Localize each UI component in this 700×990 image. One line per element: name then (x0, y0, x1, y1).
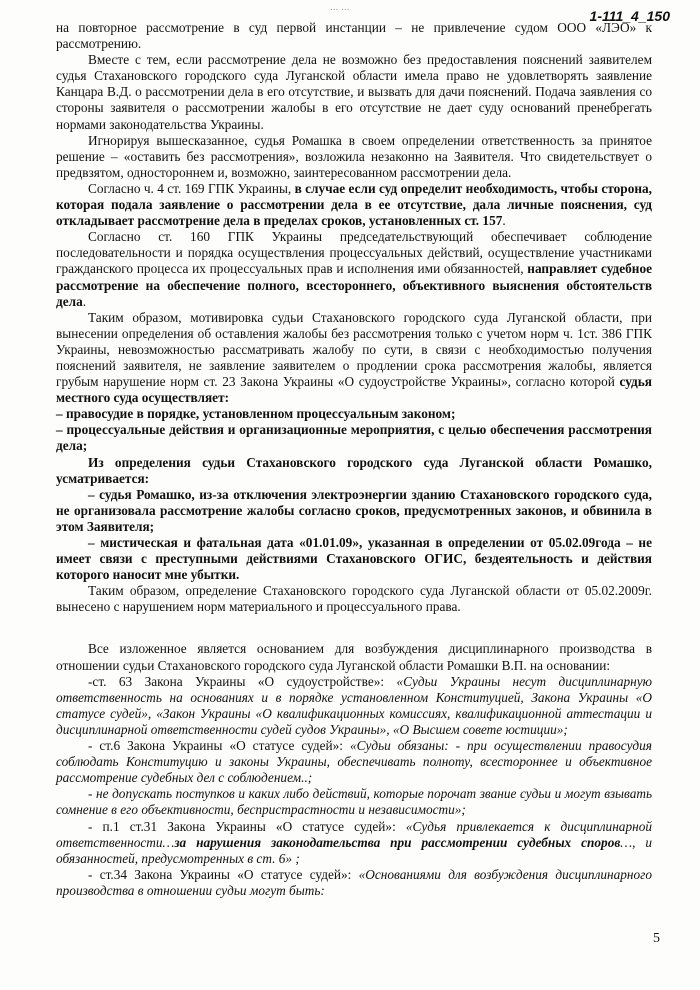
paragraph-4 (56, 181, 652, 229)
paragraph-14-text: -ст. 63 Закона Украины «О судоустройстве»: (88, 673, 397, 689)
paragraph-5-text: Согласно ст. 160 ГПК Украины председательствующий обеспечивает соблюдение последовательности и порядка осуществления процессуальных действий, осуществление участниками гражданского процесса их процессуальных прав и исполнения ими обязанностей, (56, 229, 652, 277)
section-gap (56, 615, 652, 641)
paragraph-14-quote: «Судьи Украины несут дисциплинарную ответственность на основаниях и в порядке установленном Конституцией, Закона Украины «О статусе судей», «Закон Украины «О квалификационных комиссиях, квалификационной аттестации и дисциплинарной ответственности судей судов Украины», «О Высшем совете юстиции»; (56, 673, 652, 737)
paragraph-15-text: - ст.6 Закона Украины «О статусе судей»: (88, 738, 350, 754)
paragraph-6-bold: судья местного суда осуществляет: (56, 374, 652, 406)
paragraph-4-end: . (502, 213, 506, 229)
paragraph-10: – судья Ромашко, из-за отключения электроэнергии зданию Стахановского городского суда, не организовала рассмотрение жалобы согласно сроков, предусмотренных законов, и обвинила в этом Заявителя; (56, 486, 652, 534)
paragraph-18-text: - ст.34 Закона Украины «О статусе судей»: (88, 866, 359, 882)
paragraph-17-quote-bold: за нарушения законодательства при рассмотрении судебных споров (174, 834, 621, 850)
paragraph-5 (56, 229, 652, 309)
paragraph-17-text: - п.1 ст.31 Закона Украины «О статусе судей»: (88, 818, 406, 834)
paragraph-5-bold: направляет судебное рассмотрение на обеспечение полного, всестороннего, объективного выяснения обстоятельств дела (56, 261, 652, 309)
paragraph-7: – правосудие в порядке, установленном процессуальным законом; (56, 406, 456, 422)
top-mark: ... ... (330, 2, 350, 13)
document-stamp: 1-111_4_150 (589, 8, 670, 24)
paragraph-18 (56, 867, 652, 899)
paragraph-15-quote: «Судьи обязаны: - при осуществлении правосудия соблюдать Конституцию и законы Украины, обеспечивать полноту, всестороннее и объективное рассмотрение судебных дел с соблюдением..; (56, 738, 652, 786)
paragraph-4-bold: в случае если суд определит необходимость, чтобы сторона, которая подала заявление о рассмотрении дела в ее отсутствие, дала личные пояснения, суд откладывает рассмотрение дела в пределах сроков, установленных ст. 157 (56, 180, 652, 229)
paragraph-17-quote-2: …, и обязанностей, предусмотренных в ст. 6» ; (56, 834, 652, 866)
paragraph-17-quote-1: «Судья привлекается к дисциплинарной ответственности… (56, 818, 652, 850)
paragraph-6 (56, 310, 652, 407)
paragraph-18-quote: «Основаниями для возбуждения дисциплинарного производства в отношении судьи могут быть: (56, 866, 652, 898)
paragraph-5-end: . (82, 293, 87, 309)
paragraph-14 (56, 674, 652, 738)
paragraph-9: Из определения судьи Стахановского городского суда Луганской области Ромашко, усматривается: (56, 454, 652, 486)
paragraph-3: Игнорируя вышесказанное, судья Ромашка в своем определении ответственность за принятое решение – «оставить без рассмотрения», возложила незаконно на Заявителя. Что свидетельствует о предвзятом, одностороннем и, возможно, заинтересованном рассмотрении дела. (56, 132, 652, 180)
paragraph-4-text: Согласно ч. 4 ст. 169 ГПК Украины, (88, 180, 295, 196)
page-number: 5 (653, 931, 660, 946)
paragraph-6-text: Таким образом, мотивировка судьи Стахановского городского суда Луганской области, при вынесении определения об оставления жалобы без рассмотрения только с учетом норм ч. 1ст. 386 ГПК Украины, невозможностью рассматривать жалобу по сути, в связи с необходимостью получения пояснений заявителя, не заявление заявителем о продлении срока рассмотрения жалобы, является грубым нарушение норм ст. 23 Закона Украины «О судоустройстве Украины», согласно которой (56, 309, 652, 390)
paragraph-2: Вместе с тем, если рассмотрение дела не возможно без предоставления пояснений заявителем судья Стахановского городского суда Луганской области имела право не удовлетворять заявление Канцара В.Д. о рассмотрении дела в его отсутствие, и вызвать для дачи пояснений. Подача заявления со стороны заявителя о рассмотрении жалобы в его отсутствие не дает суду оснований пренебрегать нормами законодательства Украины. (56, 52, 652, 132)
paragraph-8: – процессуальные действия и организационные мероприятия, с целью обеспечения рассмотрения дела; (56, 422, 652, 454)
paragraph-15 (56, 738, 652, 786)
paragraph-1: на повторное рассмотрение в суд первой инстанции – не привлечение судом ООО «ЛЭО» к рассмотрению. (56, 20, 652, 52)
paragraph-17 (56, 819, 652, 867)
paragraph-12: Таким образом, определение Стахановского городского суда Луганской области от 05.02.2009г. вынесено с нарушением норм материального и процессуального права. (56, 583, 652, 615)
paragraph-16: - не допускать поступков и каких либо действий, которые порочат звание судьи и могут взывать сомнение в его объективности, беспристрастности и независимости»; (56, 786, 652, 818)
paragraph-11: – мистическая и фатальная дата «01.01.09», указанная в определении от 05.02.09года – не имеет связи с преступными действиями Стахановского ОГИС, бездеятельность и действия которого наносит мне убытки. (56, 535, 652, 583)
paragraph-13: Все изложенное является основанием для возбуждения дисциплинарного производства в отношении судьи Стахановского городского суда Луганской области Ромашки В.П. на основании: (56, 641, 652, 673)
